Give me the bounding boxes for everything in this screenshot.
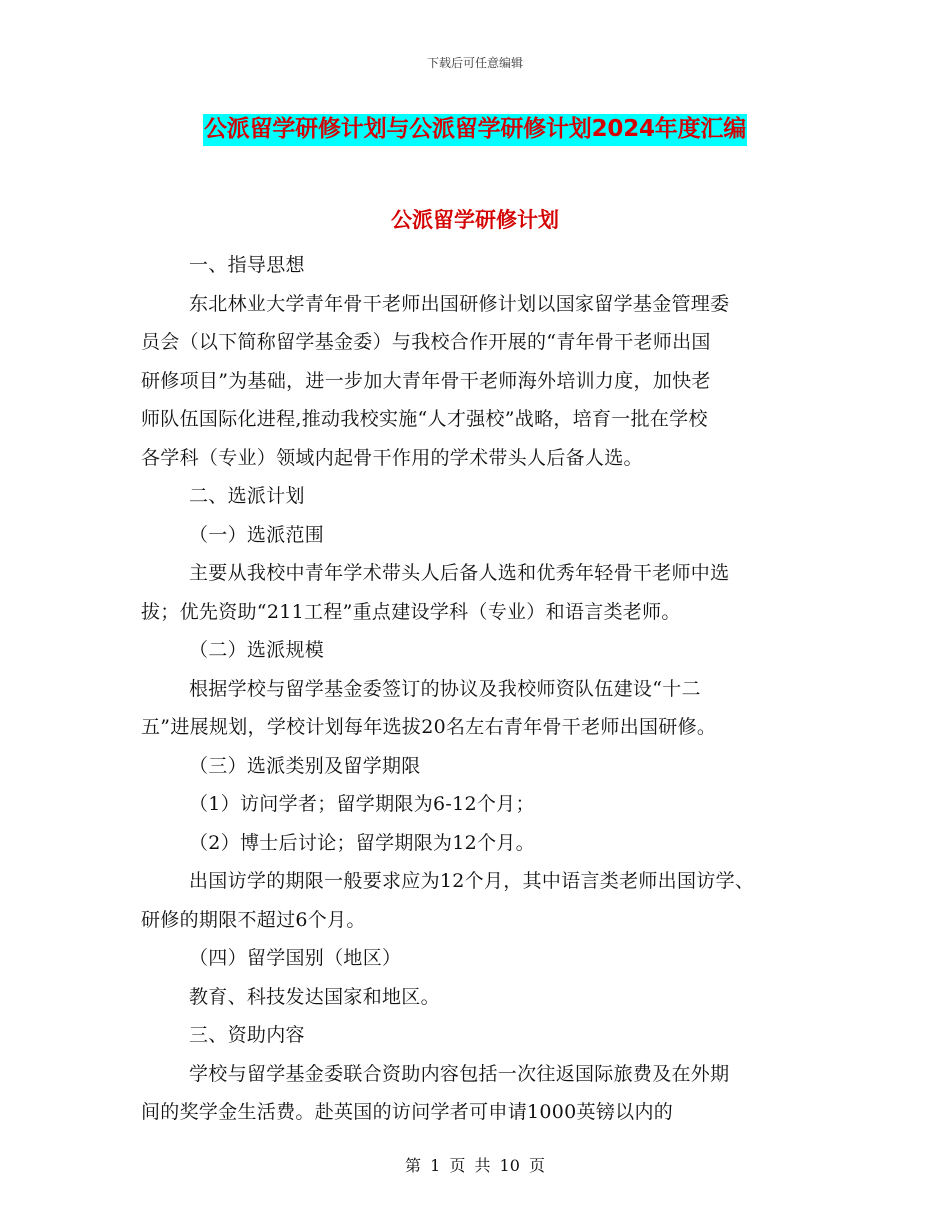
paragraph-line: （1）访问学者；留学期限为6-12个月； [189,793,535,815]
paragraph-line: 员会（以下简称留学基金委）与我校合作开展的“青年骨干老师出国 [141,331,711,353]
main-title: 公派留学研修计划与公派留学研修计划2024年度汇编 [203,114,747,146]
document-body [141,246,821,1132]
paragraph-line: （四）留学国别（地区） [189,947,402,969]
page-footer: 第 1 页 共 10 页 [405,1156,545,1175]
paragraph-line: 各学科（专业）领域内起骨干作用的学术带头人后备人选。 [141,446,643,469]
paragraph-line: 师队伍国际化进程,推动我校实施“人才强校”战略，培育一批在学校 [141,408,708,430]
paragraph-line: 学校与留学基金委联合资助内容包括一次往返国际旅费及在外期 [189,1062,730,1085]
paragraph-line: 研修项目”为基础，进一步加大青年骨干老师海外培训力度，加快老 [141,369,711,392]
paragraph-line: 主要从我校中青年学术带头人后备人选和优秀年轻骨干老师中选 [189,562,730,584]
paragraph-line: 三、资助内容 [189,1024,305,1046]
sub-title: 公派留学研修计划 [391,208,559,232]
paragraph-line: （二）选派规模 [189,639,325,661]
paragraph-line: （一）选派范围 [189,523,325,546]
paragraph-line: 二、选派计划 [189,485,305,507]
paragraph-line: 根据学校与留学基金委签订的协议及我校师资队伍建设“十二 [189,677,701,700]
paragraph-line: （三）选派类别及留学期限 [189,754,421,777]
paragraph-line: 出国访学的期限一般要求应为12个月，其中语言类老师出国访学、 [189,870,755,892]
main-title-container [0,114,950,146]
paragraph-line: （2）博士后讨论；留学期限为12个月。 [189,831,535,854]
paragraph-line: 教育、科技发达国家和地区。 [189,985,440,1008]
paragraph-line: 间的奖学金生活费。赴英国的访问学者可申请1000英镑以内的 [141,1101,674,1123]
paragraph-line: 研修的期限不超过6个月。 [141,908,366,931]
paragraph-line: 拔；优先资助“211工程”重点建设学科（专业）和语言类老师。 [141,600,681,623]
header-note: 下载后可任意编辑 [426,56,523,70]
paragraph-line: 五”进展规划，学校计划每年选拔20名左右青年骨干老师出国研修。 [141,716,717,738]
paragraph-line: 东北林业大学青年骨干老师出国研修计划以国家留学基金管理委 [189,292,730,315]
paragraph-line: 一、指导思想 [189,254,305,276]
